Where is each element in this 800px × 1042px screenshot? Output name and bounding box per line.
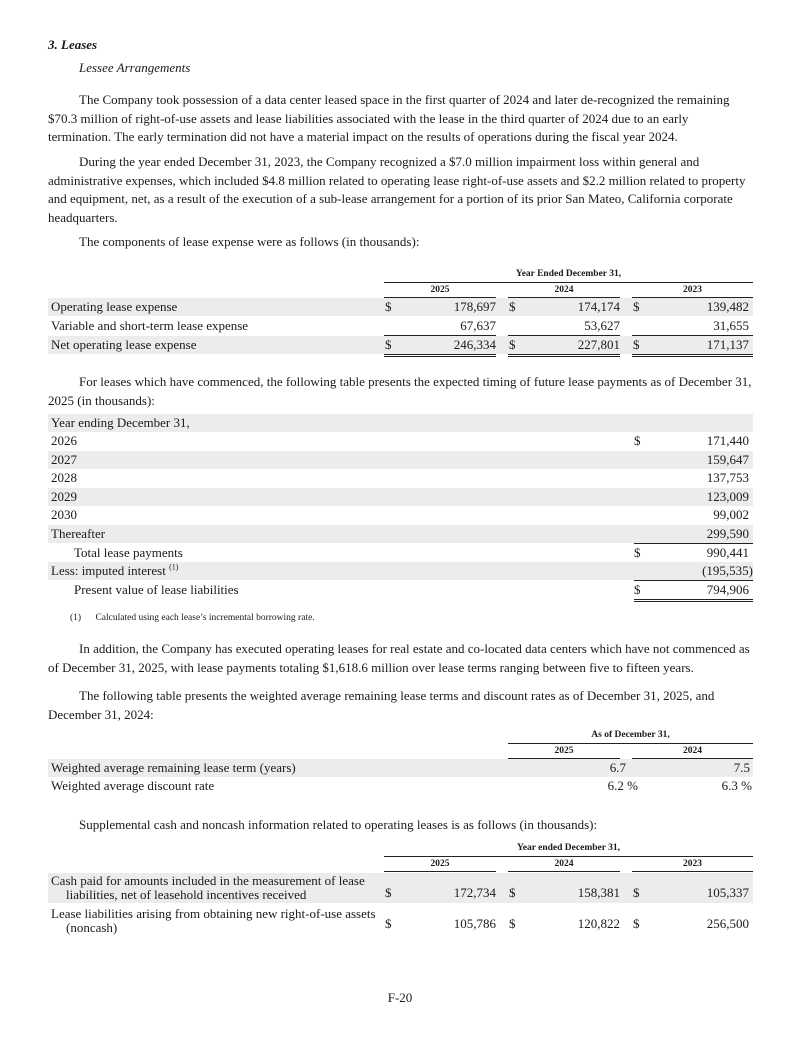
table-row [48, 759, 753, 777]
supplemental-year-header: 2024 [554, 859, 574, 869]
table-row [48, 544, 753, 562]
row-label: Lease liabilities arising from obtaining new right-of-use assets [51, 906, 376, 921]
expense-year-header: 2023 [683, 285, 702, 295]
value-cell: 6.7 [609, 760, 626, 775]
value-cell: 123,009 [706, 489, 749, 504]
expense-group-header: Year Ended December 31, [515, 269, 622, 279]
row-label: 2028 [51, 470, 77, 485]
currency-symbol: $ [385, 916, 392, 931]
currency-symbol: $ [633, 916, 640, 931]
row-label: 2030 [51, 507, 77, 522]
table-row [48, 469, 753, 487]
value-cell: 172,734 [453, 885, 496, 900]
value-cell: 227,801 [577, 337, 620, 352]
table-header-row [48, 414, 753, 432]
currency-symbol: $ [385, 885, 392, 900]
table-row [48, 298, 753, 316]
value-cell: 105,786 [453, 916, 496, 931]
value-cell: 246,334 [453, 337, 496, 352]
table-row [48, 317, 753, 335]
paragraph-maturity-intro: For leases which have commenced, the following table presents the expected timing of future lease payments as of December 31, 2025 (in thousands): [48, 374, 752, 408]
currency-symbol: $ [509, 337, 516, 352]
value-cell: 7.5 [733, 760, 750, 775]
table-row [48, 488, 753, 506]
currency-symbol: $ [634, 582, 641, 597]
weighted-group-header: As of December 31, [591, 730, 670, 740]
value-cell: 6.3 % [721, 778, 752, 793]
footnote-mark: (1) [70, 613, 82, 623]
currency-symbol: $ [633, 337, 640, 352]
currency-symbol: $ [634, 545, 641, 560]
value-cell: 299,590 [706, 526, 749, 541]
value-cell: 139,482 [706, 299, 749, 314]
page-number: F-20 [387, 990, 413, 1005]
paragraph-early-termination: The Company took possession of a data center leased space in the first quarter of 2024 and later de-recognized the remaining $70.3 million of right-of-use assets and lease liabilities associated with the lease in the third quarter of 2024 due to an early termination. The early termination did not have a material impact on the results of operations during the fiscal year 2024. [48, 92, 730, 144]
table-row [48, 907, 753, 937]
value-cell: 53,627 [584, 318, 620, 333]
currency-symbol: $ [634, 433, 641, 448]
currency-symbol: $ [509, 299, 516, 314]
table-row [48, 562, 753, 580]
value-cell: 794,906 [706, 582, 749, 597]
value-cell: 67,637 [460, 318, 496, 333]
expense-year-header: 2025 [430, 285, 450, 295]
paragraph-expense-intro: The components of lease expense were as follows (in thousands): [79, 234, 420, 249]
expense-year-header: 2024 [554, 285, 574, 295]
table-row [48, 525, 753, 543]
currency-symbol: $ [385, 337, 392, 352]
value-cell: 105,337 [706, 885, 749, 900]
row-label: Weighted average remaining lease term (years) [51, 760, 296, 775]
row-label-continued: liabilities, net of leasehold incentives received [66, 887, 307, 902]
row-label: Thereafter [51, 526, 106, 541]
footnote-text: Calculated using each lease’s incremental borrowing rate. [95, 613, 315, 623]
value-cell: 174,174 [577, 299, 620, 314]
currency-symbol: $ [633, 299, 640, 314]
value-cell: 256,500 [706, 916, 749, 931]
section-title: 3. Leases [48, 37, 98, 52]
table-row [48, 432, 753, 450]
currency-symbol: $ [509, 885, 516, 900]
table-row [48, 777, 753, 795]
weighted-year-header: 2025 [554, 746, 574, 756]
paragraph-uncommenced-leases: In addition, the Company has executed operating leases for real estate and co-located data centers which have not commenced as of December 31, 2025, with lease payments totaling $1,618.6 million over lease terms ranging between five to fifteen years. [48, 641, 750, 675]
weighted-year-header: 2024 [683, 746, 702, 756]
paragraph-impairment: During the year ended December 31, 2023, the Company recognized a $7.0 million impairment loss within general and administrative expenses, which included $4.8 million related to operating lease right-of-use assets and $2.2 million related to property and equipment, net, as a result of the execution of a sub-lease arrangement for a portion of its prior San Mateo, California corporate headquarters. [48, 154, 746, 225]
value-cell: 99,002 [713, 507, 749, 522]
value-cell: 31,655 [713, 318, 749, 333]
paragraph-weighted-intro: The following table presents the weighted average remaining lease terms and discount rates as of December 31, 2025, and December 31, 2024: [48, 688, 715, 722]
currency-symbol: $ [509, 916, 516, 931]
row-label [51, 562, 178, 580]
row-label: Year ending December 31, [51, 415, 190, 430]
value-cell: 171,440 [706, 433, 749, 448]
subsection-title: Lessee Arrangements [79, 60, 191, 75]
value-cell: 990,441 [706, 545, 749, 560]
row-label: 2026 [51, 433, 77, 448]
paragraph-supplemental-intro: Supplemental cash and noncash information related to operating leases is as follows (in thousands): [79, 817, 598, 832]
value-cell: 6.2 % [607, 778, 638, 793]
row-label: Operating lease expense [51, 299, 178, 314]
table-row [48, 451, 753, 469]
row-label: Cash paid for amounts included in the measurement of lease [51, 873, 365, 888]
row-label: Present value of lease liabilities [74, 582, 239, 597]
footnote-mark: (1) [169, 562, 179, 572]
row-label: 2029 [51, 489, 77, 504]
label-text: Less: imputed interest [51, 563, 166, 578]
value-cell: 171,137 [706, 337, 749, 352]
table-row [48, 873, 753, 903]
row-label: Weighted average discount rate [51, 778, 215, 793]
value-cell: 120,822 [577, 916, 620, 931]
row-label-continued: (noncash) [66, 920, 118, 935]
row-label: Net operating lease expense [51, 337, 197, 352]
table-row [48, 336, 753, 354]
table-row [48, 581, 753, 599]
value-cell: 159,647 [706, 452, 749, 467]
supplemental-year-header: 2025 [430, 859, 450, 869]
footnote [70, 613, 315, 623]
supplemental-group-header: Year ended December 31, [516, 843, 621, 853]
row-label: Total lease payments [74, 545, 183, 560]
currency-symbol: $ [633, 885, 640, 900]
currency-symbol: $ [385, 299, 392, 314]
value-cell: (195,535) [702, 563, 753, 578]
value-cell: 137,753 [706, 470, 749, 485]
value-cell: 178,697 [453, 299, 496, 314]
row-label: 2027 [51, 452, 77, 467]
value-cell: 158,381 [577, 885, 620, 900]
supplemental-year-header: 2023 [683, 859, 702, 869]
row-label: Variable and short-term lease expense [51, 318, 249, 333]
table-row [48, 506, 753, 524]
